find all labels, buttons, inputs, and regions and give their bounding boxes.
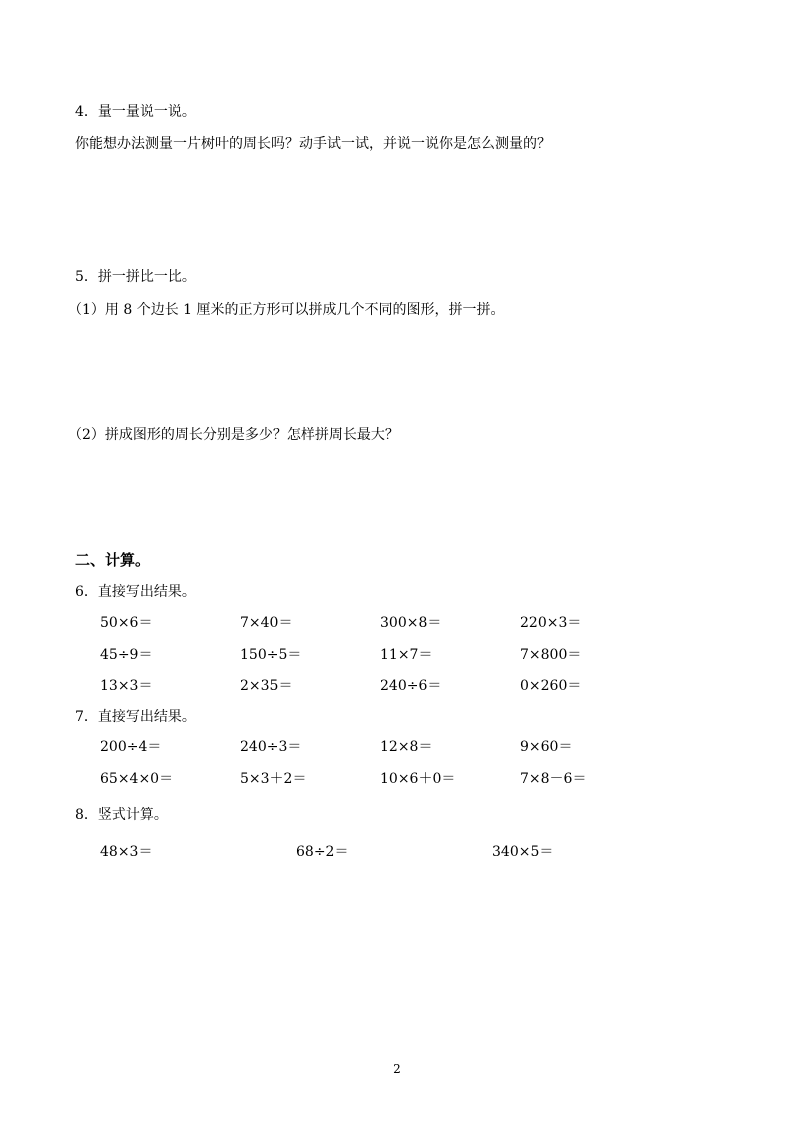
q7-row <box>0 738 794 756</box>
q6-item: 150÷5＝ <box>240 647 302 663</box>
q6-item: 11×7＝ <box>380 647 433 663</box>
q6-title: 6．直接写出结果。 <box>75 584 196 600</box>
q6-item: 240÷6＝ <box>380 678 442 694</box>
q6-item: 220×3＝ <box>520 615 582 631</box>
q5-part2: （2）拼成图形的周长分别是多少？怎样拼周长最大？ <box>68 427 399 443</box>
q6-item: 7×40＝ <box>240 615 293 631</box>
q7-item: 12×8＝ <box>380 739 433 755</box>
q4-text: 你能想办法测量一片树叶的周长吗？动手试一试，并说一说你是怎么测量的？ <box>75 136 551 152</box>
q6-row <box>0 646 794 664</box>
q8-item: 68÷2＝ <box>296 844 349 860</box>
q7-item: 7×8－6＝ <box>520 771 587 787</box>
page-number: 2 <box>393 1062 401 1076</box>
q6-item: 50×6＝ <box>100 615 153 631</box>
section-heading-calculation: 二、计算。 <box>75 551 151 569</box>
q8-item: 340×5＝ <box>492 844 554 860</box>
q8-row <box>0 843 794 861</box>
q7-item: 65×4×0＝ <box>100 771 174 787</box>
q7-row <box>0 770 794 788</box>
q6-item: 2×35＝ <box>240 678 293 694</box>
q6-item: 300×8＝ <box>380 615 442 631</box>
q6-item: 0×260＝ <box>520 678 582 694</box>
q4-title: 4．量一量说一说。 <box>75 104 196 120</box>
q8-item: 48×3＝ <box>100 844 153 860</box>
q6-row <box>0 614 794 632</box>
q5-title: 5．拼一拼比一比。 <box>75 269 196 285</box>
q7-title: 7．直接写出结果。 <box>75 709 196 725</box>
q5-part1: （1）用 8 个边长 1 厘米的正方形可以拼成几个不同的图形，拼一拼。 <box>68 302 505 318</box>
q7-item: 240÷3＝ <box>240 739 302 755</box>
q6-item: 45÷9＝ <box>100 647 153 663</box>
q6-row <box>0 677 794 695</box>
q7-item: 200÷4＝ <box>100 739 162 755</box>
q7-item: 10×6＋0＝ <box>380 771 456 787</box>
q8-title: 8．竖式计算。 <box>75 807 168 823</box>
q6-item: 7×800＝ <box>520 647 582 663</box>
q6-item: 13×3＝ <box>100 678 153 694</box>
q7-item: 9×60＝ <box>520 739 573 755</box>
q7-item: 5×3＋2＝ <box>240 771 307 787</box>
